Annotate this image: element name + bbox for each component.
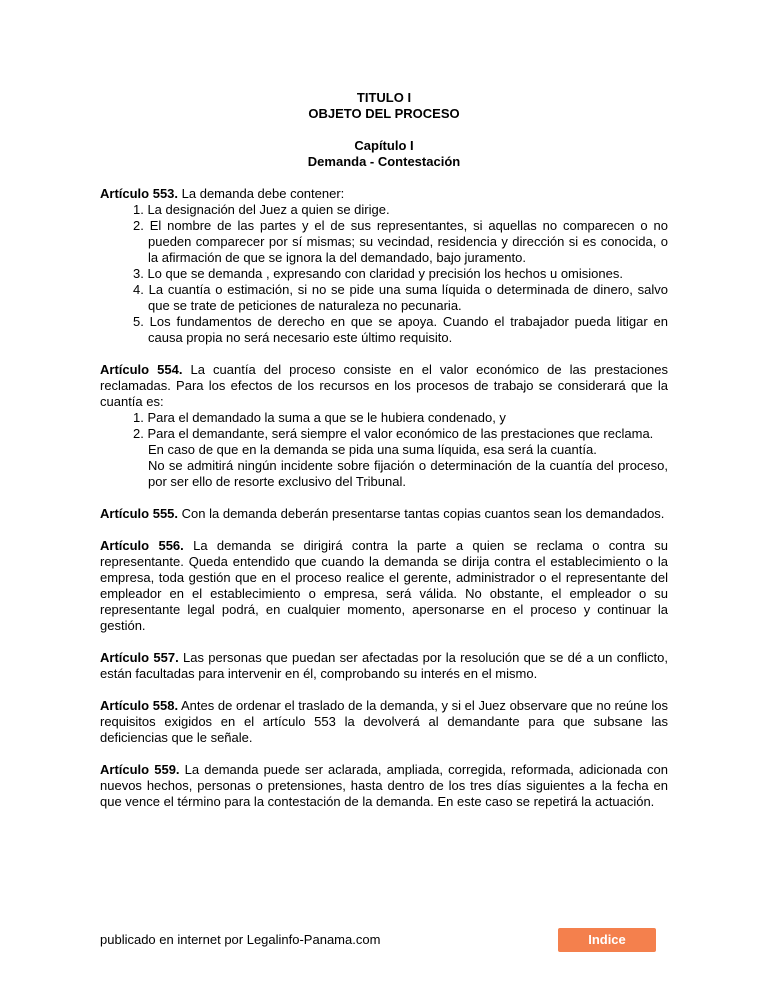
article-559-label: Artículo 559.: [100, 762, 180, 777]
article-554-label: Artículo 554.: [100, 362, 183, 377]
article-555-label: Artículo 555.: [100, 506, 179, 521]
article-557-paragraph: Artículo 557. Las personas que puedan ser afectadas por la resolución que se dé a un conflicto, están facultadas para intervenir en él, comprobando su interés en el mismo.: [100, 650, 668, 681]
article-553-item-2: 2. El nombre de las partes y el de sus representantes, si aquellas no comparecen o no pueden comparecer por sí mismas; su vecindad, residencia y dirección si es conocida, o la afirmación de que se ignora la del demandado, bajo juramento.: [133, 218, 668, 265]
item-number: 1.: [133, 410, 144, 425]
item-number: 5.: [133, 314, 144, 329]
title-line-1: TITULO I: [356, 90, 412, 105]
title-block: [100, 90, 668, 122]
article-553-item-1: 1. La designación del Juez a quien se dirige.: [133, 202, 390, 217]
item-number: 2.: [133, 426, 144, 441]
article-553-paragraph: Artículo 553. La demanda debe contener:: [100, 186, 345, 201]
article-556-paragraph: Artículo 556. La demanda se dirigirá contra la parte a quien se reclama o contra su representante. Queda entendido que cuando la demanda se dirija contra el establecimiento o la empresa, toda gestión que en el proceso realice el gerente, administrador o el representante del empleador en el establecimiento o empresa, será válida. No obstante, el empleador o su representante legal podrá, en cualquier momento, apersonarse en el proceso y continuar la gestión.: [100, 538, 668, 633]
document-page: [100, 90, 668, 810]
footer: [100, 928, 656, 952]
item-number: 2.: [133, 218, 144, 233]
article-559: [100, 762, 668, 810]
item-number: 1.: [133, 202, 144, 217]
article-554-item-2-continuation-2: No se admitirá ningún incidente sobre fijación o determinación de la cuantía del proceso, por ser ello de resorte exclusivo del Tribunal.: [148, 458, 668, 489]
article-553-item-3: 3. Lo que se demanda , expresando con claridad y precisión los hechos u omisiones.: [133, 266, 623, 281]
article-553-item-5: 5. Los fundamentos de derecho en que se apoya. Cuando el trabajador pueda litigar en causa propia no será necesario este último requisito.: [133, 314, 668, 345]
article-554-item-1: 1. Para el demandado la suma a que se le hubiera condenado, y: [133, 410, 506, 425]
article-553-item-4: 4. La cuantía o estimación, si no se pide una suma líquida o determinada de dinero, salvo que se trate de peticiones de naturaleza no pecunaria.: [133, 282, 668, 313]
article-558-label: Artículo 558.: [100, 698, 179, 713]
article-554-paragraph: Artículo 554. La cuantía del proceso consiste en el valor económico de las prestaciones reclamadas. Para los efectos de los recursos en los procesos de trabajo se considerará que la cuantía es:: [100, 362, 668, 409]
article-553-label: Artículo 553.: [100, 186, 179, 201]
indice-button[interactable]: Indice: [558, 928, 656, 952]
article-557: [100, 650, 668, 682]
articles-container: [100, 186, 668, 810]
article-554: [100, 362, 668, 490]
article-556-label: Artículo 556.: [100, 538, 184, 553]
title-line-2: OBJETO DEL PROCESO: [308, 106, 460, 121]
article-558-paragraph: Artículo 558. Antes de ordenar el traslado de la demanda, y si el Juez observare que no reúne los requisitos exigidos en el artículo 553 la devolverá al demandante para que subsane las deficiencias que le señale.: [100, 698, 668, 745]
chapter-line-1: Capítulo I: [354, 138, 414, 153]
article-555: [100, 506, 668, 522]
item-number: 3.: [133, 266, 144, 281]
item-number: 4.: [133, 282, 144, 297]
article-553: [100, 186, 668, 346]
published-by-text: publicado en internet por Legalinfo-Panama.com: [100, 932, 381, 947]
article-555-paragraph: Artículo 555. Con la demanda deberán presentarse tantas copias cuantos sean los demandados.: [100, 506, 665, 521]
article-556: [100, 538, 668, 634]
chapter-block: [100, 138, 668, 170]
article-559-paragraph: Artículo 559. La demanda puede ser aclarada, ampliada, corregida, reformada, adicionada con nuevos hechos, personas o pretensiones, hasta dentro de los tres días siguientes a la fecha en que vence el término para la contestación de la demanda. En este caso se repetirá la actuación.: [100, 762, 669, 809]
article-554-item-2: 2. Para el demandante, será siempre el valor económico de las prestaciones que reclama.: [133, 426, 654, 441]
chapter-line-2: Demanda - Contestación: [307, 154, 461, 169]
article-554-item-2-continuation-1: En caso de que en la demanda se pida una suma líquida, esa será la cuantía.: [148, 442, 597, 457]
article-557-label: Artículo 557.: [100, 650, 179, 665]
article-558: [100, 698, 668, 746]
